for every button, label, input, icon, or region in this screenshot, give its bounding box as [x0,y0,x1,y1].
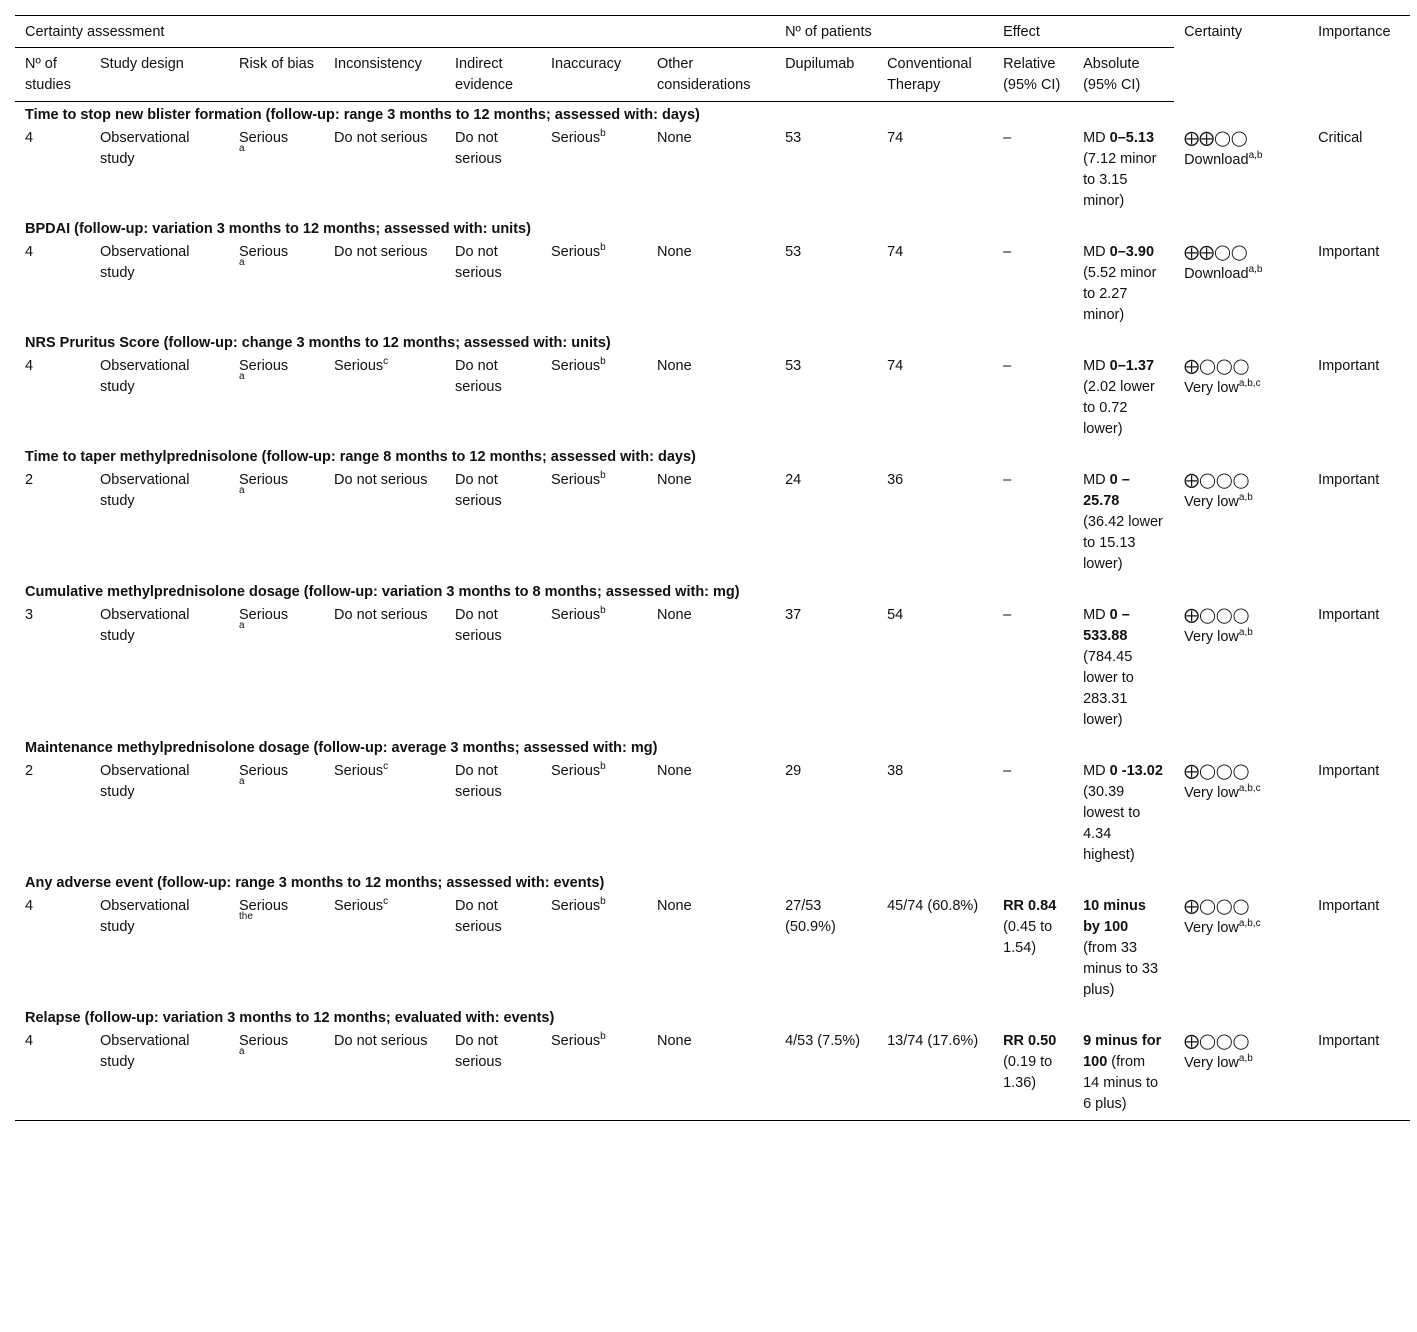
cell-dupilumab: 53 [785,358,802,374]
bias-footnote: a [239,1046,245,1057]
outcome-title: Cumulative methylprednisolone dosage (follow-up: variation 3 months to 8 months; assessed with: mg) [25,584,740,600]
inaccuracy-footnote: b [600,470,606,481]
inaccuracy-text: Serious [551,358,601,374]
cell-inconsistency [324,125,445,216]
table-row [15,353,1410,444]
cell-inconsistency [324,893,445,1005]
cell-certainty [1174,893,1308,1005]
outcome-title: Any adverse event (follow-up: range 3 months to 12 months; assessed with: events) [25,875,605,891]
cell-inaccuracy [541,602,647,735]
certainty-label: Very low [1184,785,1239,801]
cell-bias [229,758,324,870]
inaccuracy-text: Serious [551,130,601,146]
cell-dupilumab: 53 [785,130,802,146]
header-effect: Effect [993,16,1174,48]
relative-rest: – [1003,130,1012,146]
inconsistency-text: Serious [334,763,384,779]
cell-conventional: 54 [887,607,904,623]
bias-text: Serious [239,763,289,779]
absolute-rest: (784.45 lower to 283.31 lower) [1083,649,1134,728]
cell-conventional: 38 [887,763,904,779]
cell-studies: 4 [25,130,34,146]
cell-conventional: 13/74 (17.6%) [877,1028,993,1121]
inaccuracy-footnote: b [600,896,606,907]
header-inaccuracy: Inaccuracy [541,48,647,102]
absolute-prefix: MD [1083,472,1110,488]
cell-relative [993,758,1073,870]
outcome-title-row [15,102,1410,126]
bias-footnote: a [239,371,245,382]
header-dupilumab: Dupilumab [775,48,877,102]
absolute-bold: 0 – 25.78 [1083,472,1130,509]
cell-other: None [657,472,692,488]
certainty-footnote: a,b [1248,264,1263,275]
outcome-title: Time to taper methylprednisolone (follow-up: range 8 months to 12 months; assessed with: days) [25,449,696,465]
cell-absolute [1073,239,1174,330]
bias-text: Serious [239,472,289,488]
absolute-bold: 9 minus for 100 [1083,1033,1162,1070]
cell-certainty [1174,467,1308,579]
cell-design: Observational study [90,1028,229,1121]
cell-importance: Critical [1318,130,1363,146]
inaccuracy-text: Serious [551,1033,601,1049]
cell-relative [993,353,1073,444]
cell-bias [229,1028,324,1121]
bias-text: Serious [239,898,289,914]
cell-other: None [647,1028,775,1121]
cell-relative [993,1028,1073,1121]
cell-indirect: Do not serious [445,1028,541,1121]
cell-design: Observational study [100,763,190,800]
cell-relative [993,125,1073,216]
inconsistency-text: Do not serious [334,472,428,488]
relative-rest: (0.19 to 1.36) [1003,1054,1053,1091]
outcome-title-row [15,444,1410,467]
cell-inaccuracy [541,467,647,579]
bias-text: Serious [239,1033,289,1049]
inconsistency-text: Serious [334,358,384,374]
certainty-rating-icon: ⨁⨁◯◯ [1184,244,1248,261]
absolute-prefix: MD [1083,130,1110,146]
inaccuracy-text: Serious [551,472,601,488]
header-importance: Importance [1308,16,1410,102]
outcome-title-row [15,330,1410,353]
cell-absolute [1073,353,1174,444]
cell-design: Observational study [100,130,190,167]
table-row [15,239,1410,330]
cell-inaccuracy [541,239,647,330]
absolute-bold: 0–3.90 [1109,244,1155,260]
cell-absolute [1073,893,1174,1005]
inconsistency-text: Do not serious [334,607,428,623]
bias-text: Serious [239,244,289,260]
absolute-rest: (2.02 lower to 0.72 lower) [1083,379,1155,437]
certainty-label: Very low [1184,1055,1239,1071]
cell-certainty [1174,125,1308,216]
cell-studies: 3 [25,607,34,623]
certainty-rating-icon: ⨁◯◯◯ [1184,358,1250,375]
certainty-footnote: a,b [1238,627,1253,638]
cell-studies: 4 [25,244,34,260]
bias-text: Serious [239,358,289,374]
certainty-label: Very low [1184,629,1239,645]
cell-dupilumab: 29 [785,763,802,779]
certainty-label: Very low [1184,380,1239,396]
header-studies: Nº of studies [15,48,90,102]
cell-dupilumab: 37 [785,607,802,623]
cell-indirect: Do not serious [455,472,502,509]
header-indirect: Indirect evidence [445,48,541,102]
cell-conventional: 74 [887,130,904,146]
cell-design: Observational study [100,358,190,395]
certainty-footnote: a,b,c [1238,783,1261,794]
bias-footnote: a [239,485,245,496]
outcome-title: Relapse (follow-up: variation 3 months to 12 months; evaluated with: events) [25,1010,555,1026]
cell-design: Observational study [100,472,190,509]
table-row [15,893,1410,1005]
bias-footnote: a [239,257,245,268]
absolute-prefix: MD [1083,358,1110,374]
certainty-rating-icon: ⨁◯◯◯ [1184,763,1250,780]
cell-bias [229,353,324,444]
inaccuracy-footnote: b [600,128,606,139]
table-row [15,467,1410,579]
cell-absolute [1073,1028,1174,1121]
cell-other: None [657,244,692,260]
certainty-footnote: a,b [1238,492,1253,503]
outcome-title-row [15,216,1410,239]
certainty-rating-icon: ⨁⨁◯◯ [1184,130,1248,147]
inaccuracy-text: Serious [551,244,601,260]
inconsistency-text: Do not serious [334,130,428,146]
outcome-title: Time to stop new blister formation (follow-up: range 3 months to 12 months; assessed with: days) [25,107,700,123]
relative-bold: RR 0.84 [1003,898,1057,914]
header-certainty-assessment: Certainty assessment [15,16,775,48]
inaccuracy-footnote: b [600,761,606,772]
relative-rest: – [1003,358,1012,374]
cell-certainty [1174,602,1308,735]
inconsistency-footnote: c [383,356,389,367]
absolute-bold: 0–5.13 [1109,130,1155,146]
cell-studies: 4 [25,358,34,374]
cell-other: None [657,607,692,623]
cell-conventional: 74 [887,358,904,374]
header-inconsistency: Inconsistency [324,48,445,102]
absolute-rest: (from 33 minus to 33 plus) [1083,940,1159,998]
cell-importance: Important [1318,607,1380,623]
header-patients: Nº of patients [775,16,993,48]
cell-bias [229,602,324,735]
cell-dupilumab: 27/53 (50.9%) [785,898,836,935]
cell-relative [993,467,1073,579]
cell-inaccuracy [541,125,647,216]
cell-other: None [657,358,692,374]
cell-indirect: Do not serious [455,244,502,281]
cell-studies: 4 [15,1028,90,1121]
certainty-rating-icon: ⨁◯◯◯ [1184,607,1250,624]
bias-text: Serious [239,607,289,623]
absolute-bold: 10 minus by 100 [1083,898,1146,935]
cell-dupilumab: 53 [785,244,802,260]
cell-relative [993,602,1073,735]
relative-rest: – [1003,607,1012,623]
cell-bias [229,467,324,579]
certainty-rating-icon: ⨁◯◯◯ [1184,1033,1250,1050]
cell-dupilumab: 24 [785,472,802,488]
absolute-rest: (36.42 lower to 15.13 lower) [1083,514,1163,572]
cell-importance: Important [1308,1028,1410,1121]
cell-studies: 4 [25,898,34,914]
cell-indirect: Do not serious [455,358,502,395]
absolute-bold: 0 – 533.88 [1083,607,1130,644]
absolute-rest: (7.12 minor to 3.15 minor) [1083,151,1157,209]
inaccuracy-footnote: b [600,242,606,253]
cell-conventional: 74 [887,244,904,260]
inaccuracy-footnote: b [600,605,606,616]
certainty-label: Download [1184,152,1249,168]
cell-bias [229,893,324,1005]
header-conventional: Conventional Therapy [877,48,993,102]
inconsistency-text: Do not serious [334,244,428,260]
outcome-title-row [15,735,1410,758]
cell-conventional: 36 [887,472,904,488]
cell-absolute [1073,602,1174,735]
relative-rest: – [1003,472,1012,488]
absolute-bold: 0 -13.02 [1109,763,1163,779]
absolute-bold: 0–1.37 [1109,358,1155,374]
cell-inconsistency [324,467,445,579]
cell-conventional: 45/74 (60.8%) [887,898,979,914]
certainty-rating-icon: ⨁◯◯◯ [1184,472,1250,489]
header-certainty: Certainty [1174,16,1308,102]
relative-rest: – [1003,244,1012,260]
cell-inaccuracy [541,893,647,1005]
inaccuracy-footnote: b [600,356,606,367]
outcome-title: NRS Pruritus Score (follow-up: change 3 months to 12 months; assessed with: units) [25,335,611,351]
certainty-footnote: a,b [1238,1053,1253,1064]
header-row-groups [15,16,1410,48]
outcome-title: BPDAI (follow-up: variation 3 months to 12 months; assessed with: units) [25,221,531,237]
cell-design: Observational study [100,898,190,935]
cell-inconsistency [324,353,445,444]
cell-inaccuracy [541,1028,647,1121]
cell-relative [993,239,1073,330]
header-relative: Relative (95% CI) [993,48,1073,102]
certainty-footnote: a,b,c [1238,378,1261,389]
cell-indirect: Do not serious [455,130,502,167]
outcome-title: Maintenance methylprednisolone dosage (follow-up: average 3 months; assessed with: mg) [25,740,658,756]
outcome-title-row [15,1005,1410,1028]
table-row [15,125,1410,216]
absolute-rest: (30.39 lowest to 4.34 highest) [1083,784,1141,863]
cell-certainty [1174,239,1308,330]
inaccuracy-text: Serious [551,763,601,779]
cell-other: None [657,763,692,779]
cell-inaccuracy [541,758,647,870]
table-row [15,1028,1410,1121]
absolute-rest: (5.52 minor to 2.27 minor) [1083,265,1157,323]
cell-absolute [1073,467,1174,579]
certainty-label: Very low [1184,920,1239,936]
cell-importance: Important [1318,763,1380,779]
certainty-footnote: a,b [1248,150,1263,161]
inaccuracy-text: Serious [551,607,601,623]
table-row [15,602,1410,735]
grade-evidence-table [15,15,1410,1121]
cell-dupilumab: 4/53 (7.5%) [775,1028,877,1121]
cell-design: Observational study [100,244,190,281]
cell-design: Observational study [100,607,190,644]
cell-indirect: Do not serious [455,607,502,644]
cell-inconsistency [324,602,445,735]
bias-footnote: a [239,776,245,787]
inconsistency-footnote: c [383,761,389,772]
absolute-prefix: MD [1083,244,1110,260]
bias-footnote: the [239,911,253,922]
cell-other: None [657,130,692,146]
cell-inaccuracy [541,353,647,444]
cell-absolute [1073,758,1174,870]
relative-rest: – [1003,763,1012,779]
bias-text: Serious [239,130,289,146]
bias-footnote: a [239,620,245,631]
certainty-footnote: a,b,c [1238,918,1261,929]
cell-bias [229,239,324,330]
cell-importance: Important [1318,244,1380,260]
cell-bias [229,125,324,216]
cell-studies: 2 [25,763,34,779]
cell-certainty [1174,353,1308,444]
absolute-prefix: MD [1083,607,1110,623]
relative-rest: (0.45 to 1.54) [1003,919,1053,956]
header-other: Other considerations [647,48,775,102]
cell-inconsistency [324,239,445,330]
header-bias: Risk of bias [229,48,324,102]
absolute-rest: (from 14 minus to 6 plus) [1083,1054,1159,1112]
outcome-title-row [15,870,1410,893]
header-design: Study design [90,48,229,102]
cell-indirect: Do not serious [455,763,502,800]
cell-studies: 2 [25,472,34,488]
cell-certainty [1174,1028,1308,1121]
cell-inconsistency [324,758,445,870]
certainty-label: Very low [1184,494,1239,510]
cell-importance: Important [1318,358,1380,374]
cell-inconsistency [324,1028,445,1121]
cell-importance: Important [1318,472,1380,488]
cell-indirect: Do not serious [455,898,502,935]
inconsistency-text: Serious [334,898,384,914]
table-body [15,102,1410,1121]
cell-absolute [1073,125,1174,216]
header-absolute: Absolute (95% CI) [1073,48,1174,102]
absolute-prefix: MD [1083,763,1110,779]
inaccuracy-footnote: b [600,1031,606,1042]
cell-other: None [657,898,692,914]
certainty-rating-icon: ⨁◯◯◯ [1184,898,1250,915]
inconsistency-text: Do not serious [334,1033,428,1049]
cell-relative [993,893,1073,1005]
relative-bold: RR 0.50 [1003,1033,1057,1049]
inconsistency-footnote: c [383,896,389,907]
certainty-label: Download [1184,266,1249,282]
cell-importance: Important [1318,898,1380,914]
table-row [15,758,1410,870]
outcome-title-row [15,579,1410,602]
inaccuracy-text: Serious [551,898,601,914]
bias-footnote: a [239,143,245,154]
cell-certainty [1174,758,1308,870]
